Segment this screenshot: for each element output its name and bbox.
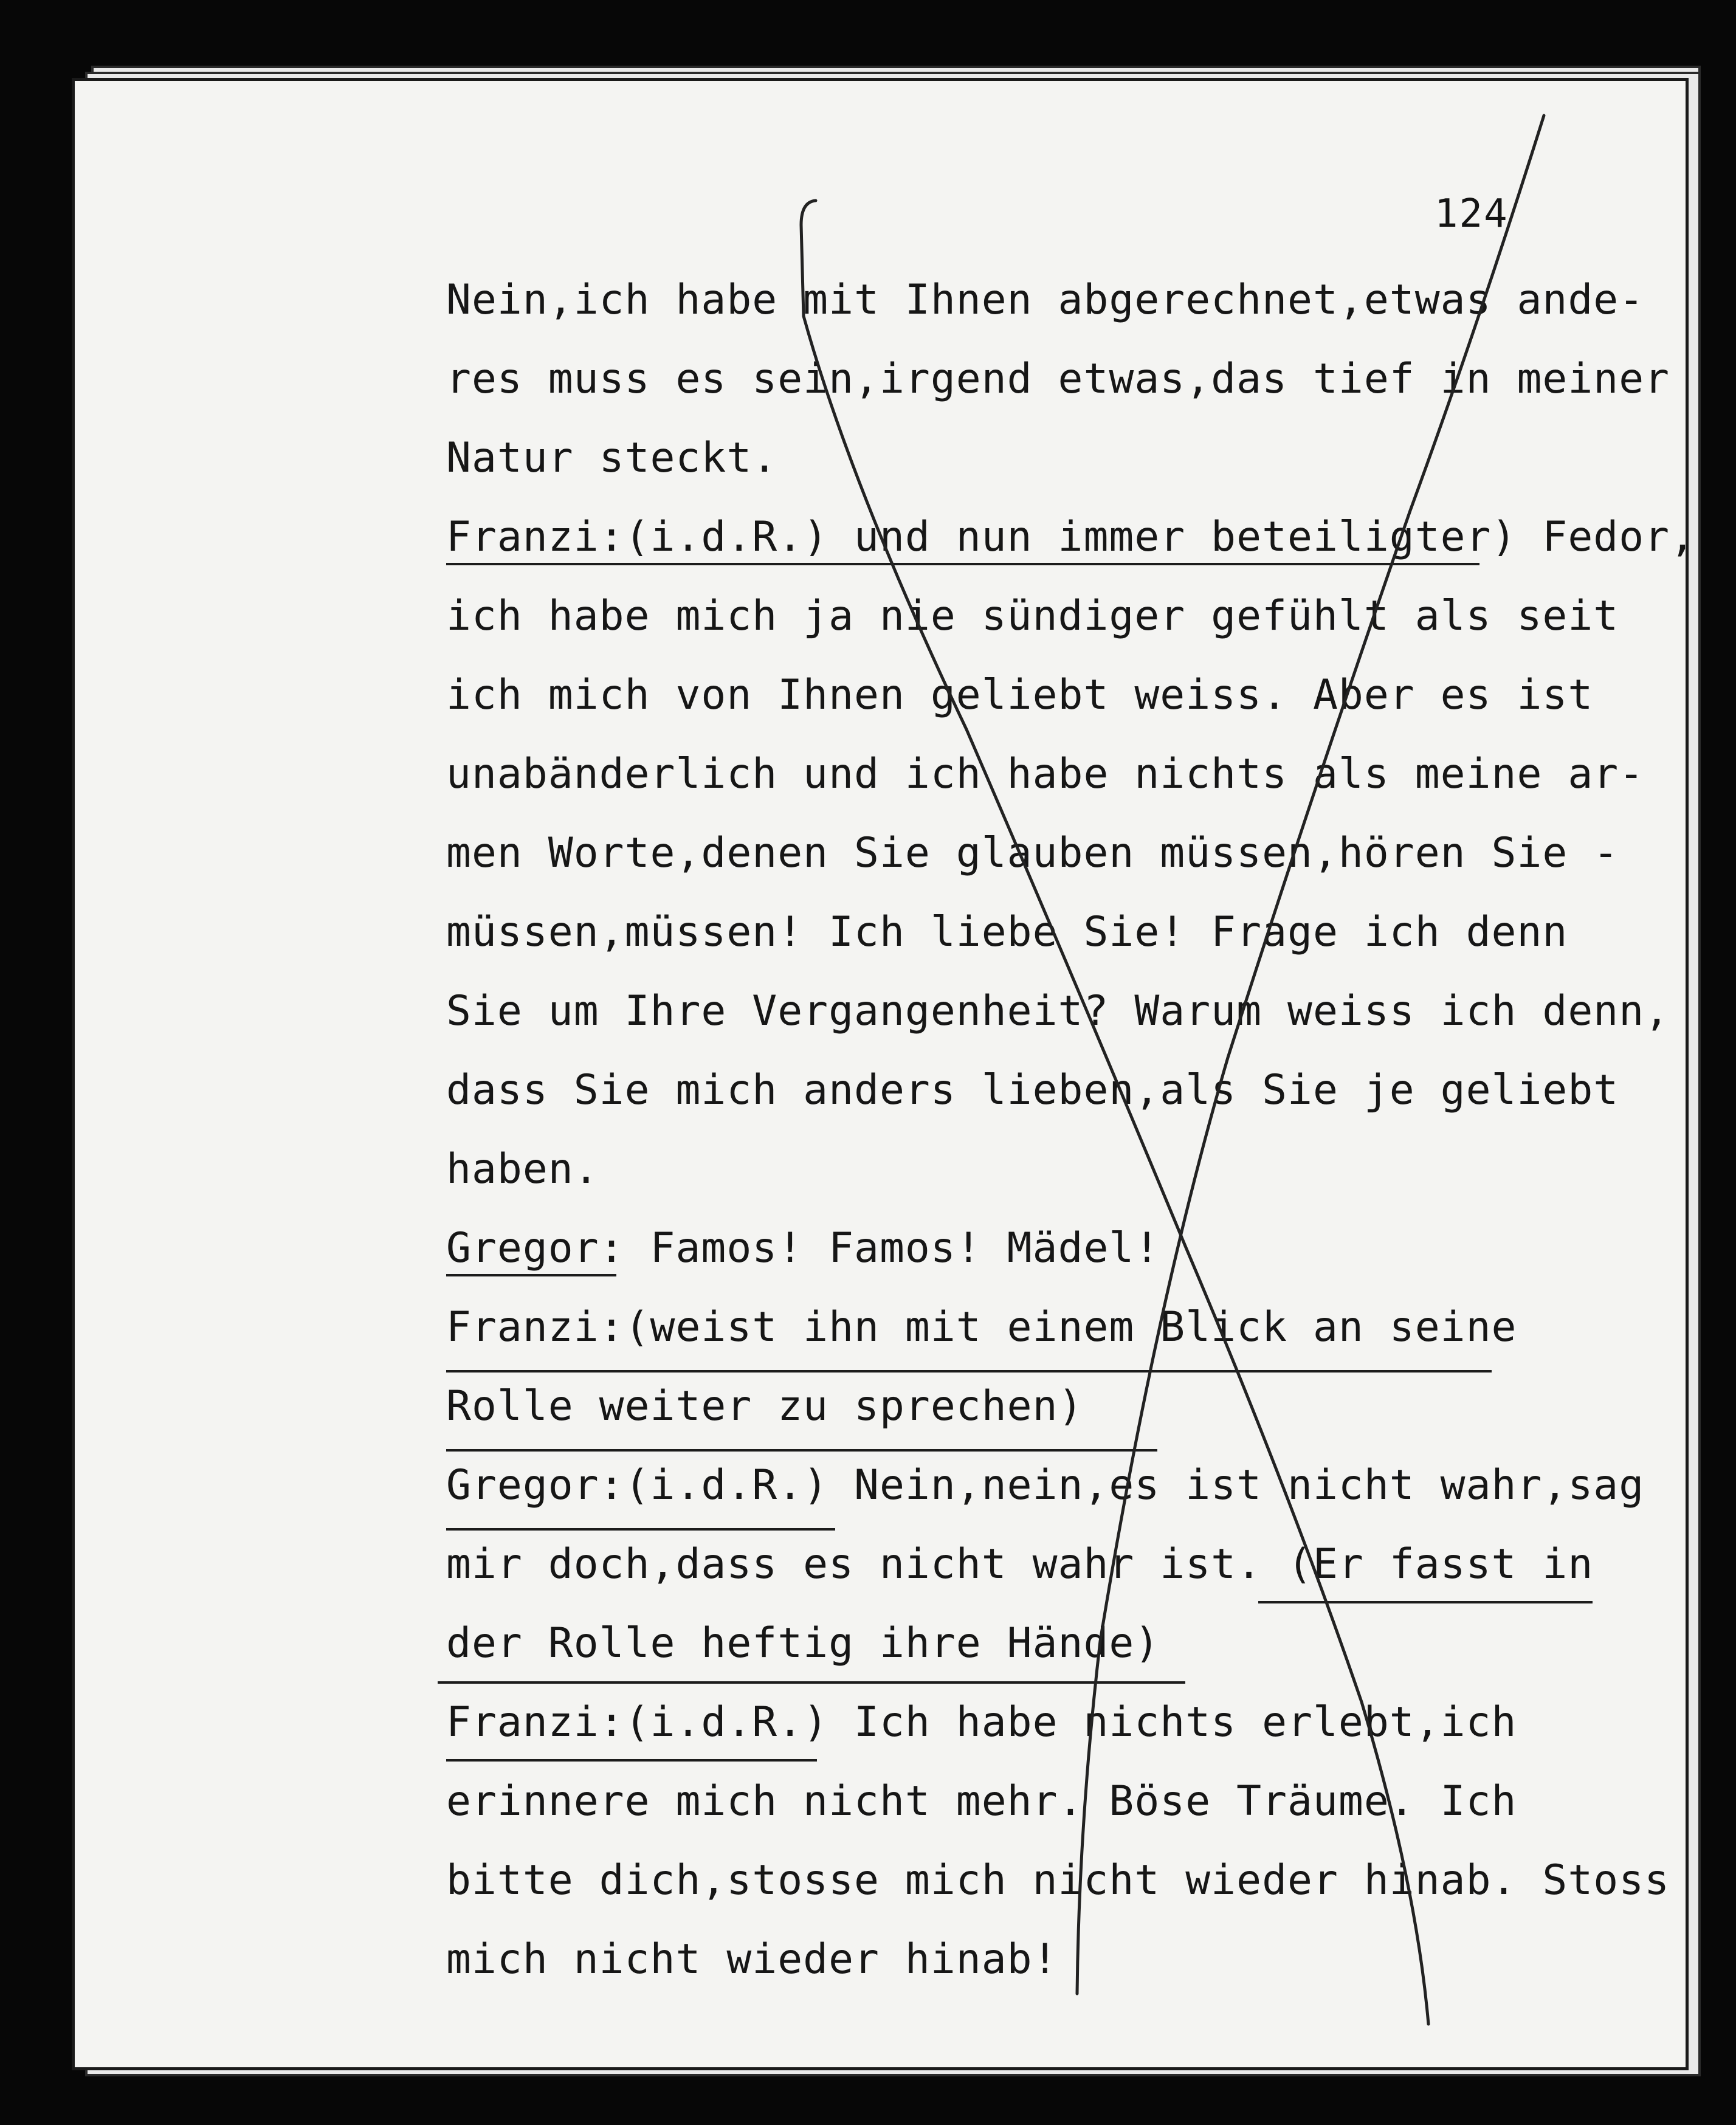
- stage-direction-underline: [1258, 1601, 1593, 1603]
- text-line: müssen,müssen! Ich liebe Sie! Frage ich denn: [446, 908, 1568, 956]
- text-line: Gregor:(i.d.R.) Nein,nein,es ist nicht wahr,sag: [446, 1461, 1645, 1509]
- page-number: 124: [1435, 191, 1509, 236]
- stage-direction-underline: [446, 1759, 817, 1762]
- text-line: mir doch,dass es nicht wahr ist. (Er fasst in: [446, 1540, 1594, 1588]
- stage-direction-underline: [446, 1370, 1492, 1372]
- text-line: Franzi:(i.d.R.) Ich habe nichts erlebt,ich: [446, 1698, 1517, 1746]
- text-line: ich mich von Ihnen geliebt weiss. Aber es ist: [446, 671, 1594, 719]
- text-line: Sie um Ihre Vergangenheit? Warum weiss ich denn,: [446, 987, 1670, 1035]
- text-line: mich nicht wieder hinab!: [446, 1935, 1058, 1983]
- text-line: dass Sie mich anders lieben,als Sie je geliebt: [446, 1066, 1619, 1114]
- text-line: erinnere mich nicht mehr. Böse Träume. Ich: [446, 1777, 1517, 1825]
- text-line: unabänderlich und ich habe nichts als meine ar-: [446, 750, 1645, 798]
- text-line: bitte dich,stosse mich nicht wieder hinab. Stoss: [446, 1856, 1670, 1904]
- text-line: men Worte,denen Sie glauben müssen,hören Sie -: [446, 829, 1619, 877]
- text-line: Rolle weiter zu sprechen): [446, 1382, 1084, 1430]
- text-line: Natur steckt.: [446, 434, 778, 482]
- text-line: Nein,ich habe mit Ihnen abgerechnet,etwas ande-: [446, 276, 1645, 324]
- stage-direction-underline: [438, 1681, 1185, 1684]
- text-line: haben.: [446, 1145, 599, 1193]
- text-line: Gregor: Famos! Famos! Mädel!: [446, 1224, 1160, 1272]
- stage-direction-underline: [446, 1449, 1157, 1452]
- text-line: ich habe mich ja nie sündiger gefühlt als seit: [446, 592, 1619, 640]
- text-line: Franzi:(weist ihn mit einem Blick an seine: [446, 1303, 1517, 1351]
- text-line: res muss es sein,irgend etwas,das tief in meiner: [446, 355, 1670, 403]
- text-line: Franzi:(i.d.R.) und nun immer beteiligter) Fedor,: [446, 513, 1696, 561]
- stage-direction-underline: [446, 1274, 616, 1276]
- stage-direction-underline: [446, 1528, 835, 1531]
- text-line: der Rolle heftig ihre Hände): [446, 1619, 1160, 1667]
- stage-direction-underline: [446, 563, 1479, 565]
